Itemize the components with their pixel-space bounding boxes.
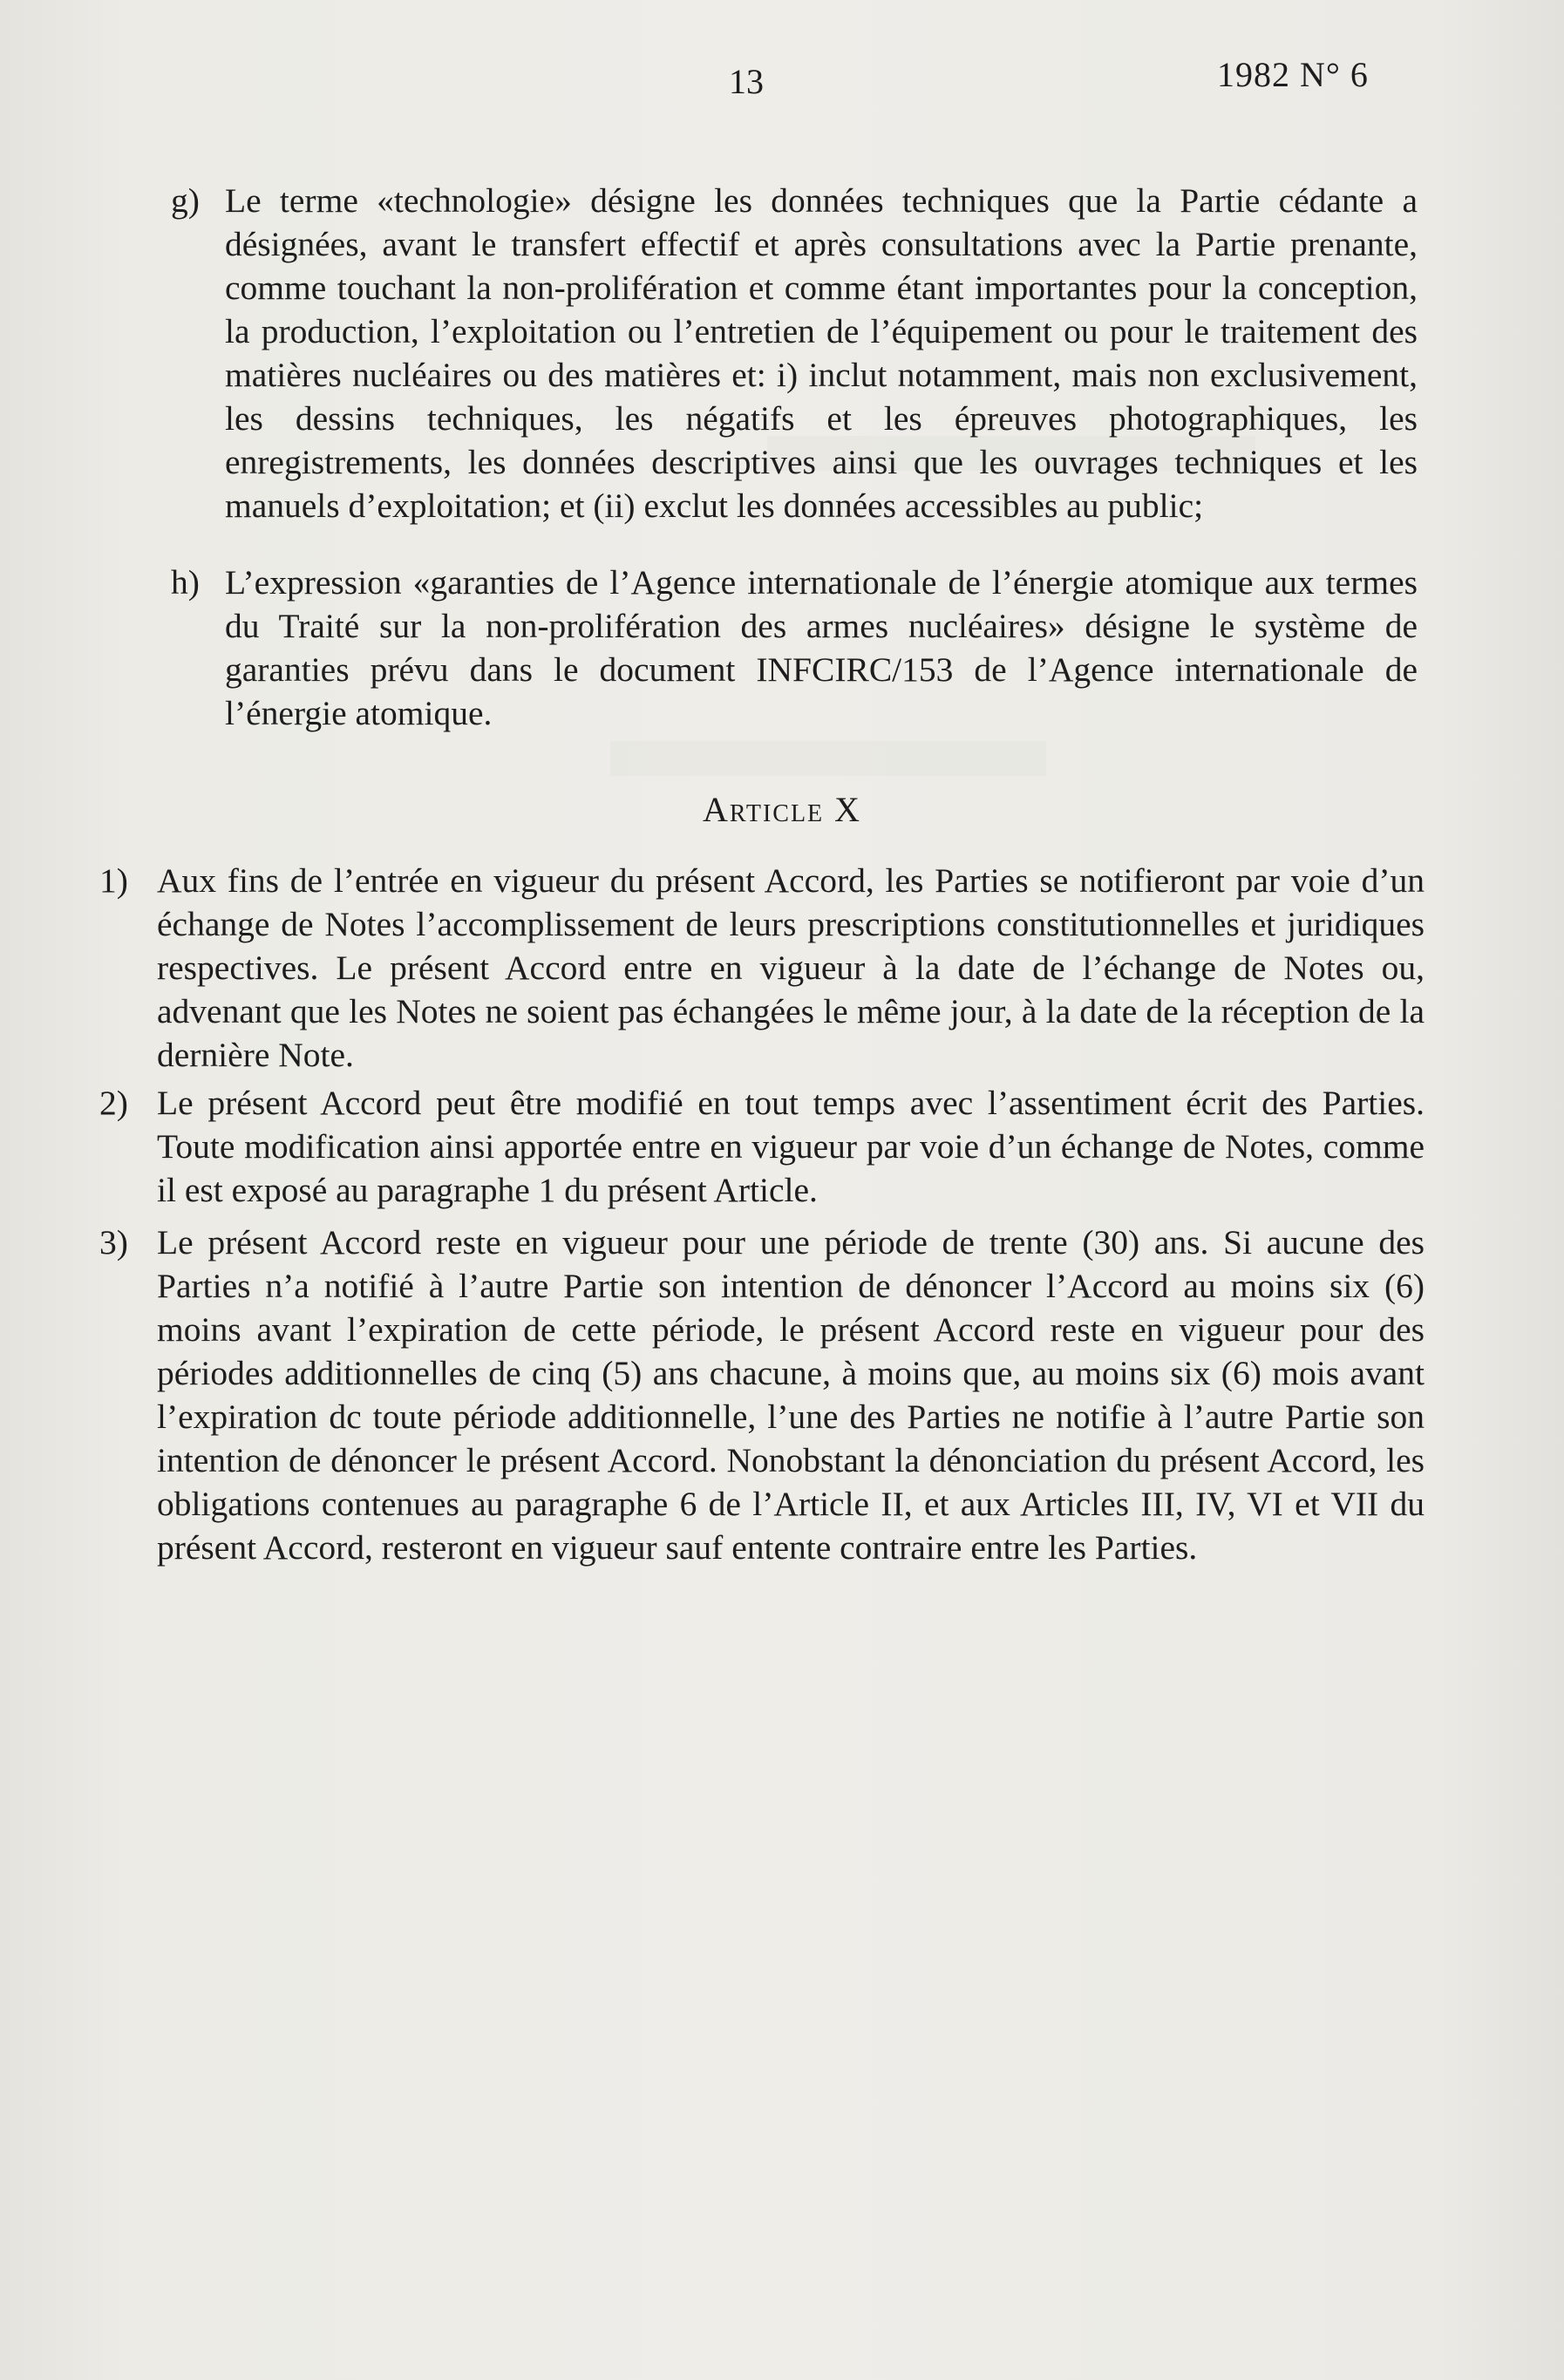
definition-item-h (171, 561, 1418, 735)
article-heading: Article X (702, 790, 862, 829)
paragraph-label: 3) (99, 1223, 128, 1261)
item-text: Le terme «technologie» désigne les données techniques que la Partie cédante a désignées, avant le transfert effectif et après consultations avec la Partie prenante, comme touchant la non-prolifération et comme étant importantes pour la conception, la production, l’exploitation ou l’entretien de l’équipement ou pour le traitement des matières nucléaires ou des matières et: i) inclut notamment, mais non exclusivement, les dessins techniques, les négatifs et les épreuves photographiques, les enregistrements, les données descriptives ainsi que les ouvrages techniques et les manuels d’exploitation; et (ii) exclut les données accessibles au public; (225, 181, 1418, 525)
paragraph-label: 1) (99, 861, 128, 900)
document-reference: 1982 N° 6 (1217, 55, 1369, 94)
item-label: g) (171, 181, 200, 220)
article-paragraph-3 (99, 1221, 1425, 1569)
paragraph-text: Aux fins de l’entrée en vigueur du présent Accord, les Parties se notifieront par voie d’un échange de Notes l’accomplissement de leurs prescriptions constitutionnelles et juridiques respectives. Le présent Accord entre en vigueur à la date de l’échange de Notes ou, advenant que les Notes ne soient pas échangées le même jour, à la date de la réception de la dernière Note. (157, 861, 1425, 1074)
article-paragraph-1 (99, 859, 1425, 1077)
page-number: 13 (729, 62, 764, 101)
definition-item-g (171, 179, 1418, 527)
paragraph-label: 2) (99, 1084, 128, 1122)
paragraph-text: Le présent Accord peut être modifié en tout temps avec l’assentiment écrit des Parties. Toute modification ainsi apportée entre en vigueur par voie d’un échange de Notes, comme il est exposé au paragraphe 1 du présent Article. (157, 1084, 1425, 1209)
paragraph-text: Le présent Accord reste en vigueur pour une période de trente (30) ans. Si aucune des Parties n’a notifié à l’autre Partie son intention de dénoncer l’Accord au moins six (6) moins avant l’expiration de cette période, le présent Accord reste en vigueur pour des périodes additionnelles de cinq (5) ans chacune, à moins que, au moins six (6) mois avant l’expiration dc toute période additionnelle, l’une des Parties ne notifie à l’autre Partie son intention de dénoncer le présent Accord. Nonobstant la dénonciation du présent Accord, les obligations contenues au paragraphe 6 de l’Article II, et aux Articles III, IV, VI et VII du présent Accord, resteront en vigueur sauf entente contraire entre les Parties. (157, 1223, 1425, 1567)
item-label: h) (171, 563, 200, 602)
article-paragraph-2 (99, 1081, 1425, 1212)
show-through-artifact (610, 741, 1046, 776)
item-text: L’expression «garanties de l’Agence internationale de l’énergie atomique aux termes du Traité sur la non-prolifération des armes nucléaires» désigne le système de garanties prévu dans le document INFCIRC/153 de l’Agence internationale de l’énergie atomique. (225, 563, 1418, 732)
